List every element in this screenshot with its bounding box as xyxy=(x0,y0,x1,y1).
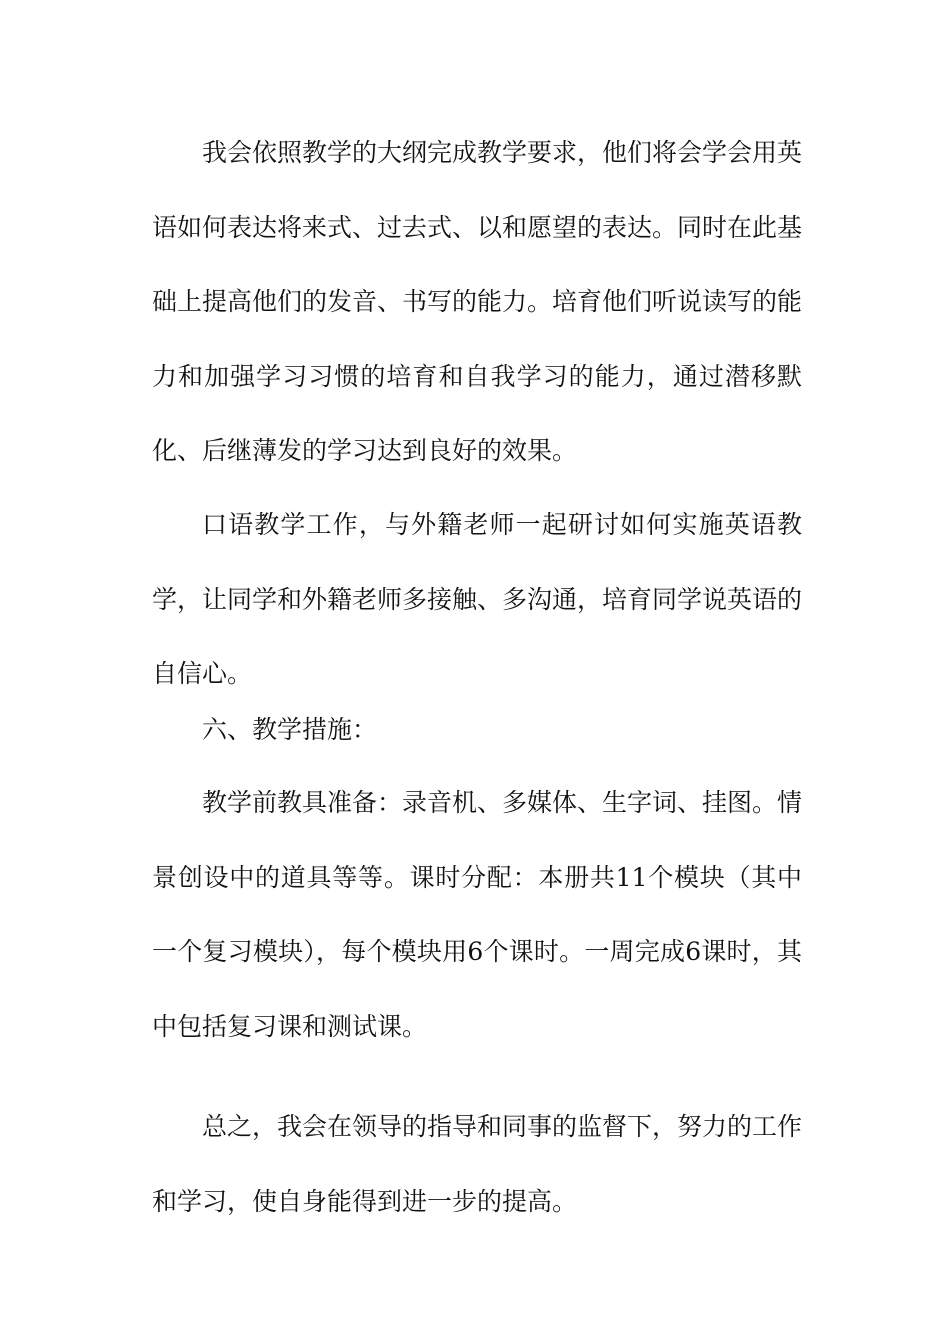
paragraph-conclusion: 总之，我会在领导的指导和同事的监督下，努力的工作和学习，使自身能得到进一步的提高。 xyxy=(152,1112,803,1216)
section-heading-teaching-measures: 六、教学措施： xyxy=(202,715,378,744)
paragraph-teaching-preparation: 教学前教具准备：录音机、多媒体、生字词、挂图。情景创设中的道具等等。课时分配：本册共11个模块（其中一个复习模块），每个模块用6个课时。一周完成6课时，其中包括复习课和测试课。 xyxy=(152,788,803,1041)
paragraph-teaching-goals: 我会依照教学的大纲完成教学要求，他们将会学会用英语如何表达将来式、过去式、以和愿望的表达。同时在此基础上提高他们的发音、书写的能力。培育他们听说读写的能力和加强学习习惯的培育和自我学习的能力，通过潜移默化、后继薄发的学习达到良好的效果。 xyxy=(152,138,803,465)
paragraph-oral-teaching: 口语教学工作，与外籍老师一起研讨如何实施英语教学，让同学和外籍老师多接触、多沟通，培育同学说英语的自信心。 xyxy=(152,510,803,688)
